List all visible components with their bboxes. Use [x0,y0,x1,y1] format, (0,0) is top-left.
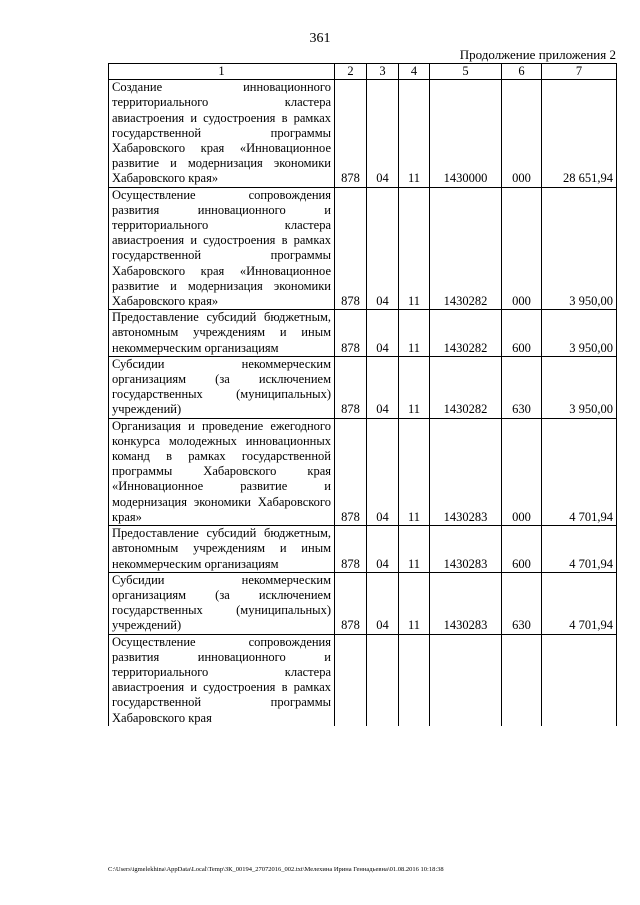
row-subsection-code: 11 [399,526,430,573]
footer-file-path: C:\Users\igmelekhina\AppData\Local\Temp\ЗК_00194_27072016_002.txt\Мелехина Ирина Геннадьевна\01.08.2016 10:18:38 [108,866,444,873]
table-row [109,356,617,418]
header-col-6: 6 [502,64,542,80]
row-expense-type: 000 [502,418,542,525]
row-section-code: 04 [367,356,399,418]
header-col-1: 1 [109,64,335,80]
row-amount: 3 950,00 [542,187,617,310]
row-amount: 28 651,94 [542,80,617,187]
row-expense-type [502,634,542,726]
page-number: 361 [309,31,331,46]
budget-table [108,63,617,726]
continuation-label: Продолжение приложения 2 [459,47,616,62]
row-target-code: 1430282 [430,187,502,310]
row-subsection-code: 11 [399,80,430,187]
table-row [109,526,617,573]
row-target-code: 1430282 [430,356,502,418]
header-col-4: 4 [399,64,430,80]
row-target-code: 1430283 [430,418,502,525]
table-row [109,187,617,310]
row-section-code: 04 [367,572,399,634]
row-section-code: 04 [367,187,399,310]
row-amount: 4 701,94 [542,418,617,525]
row-section-code: 04 [367,526,399,573]
row-section-code: 04 [367,418,399,525]
table-row [109,572,617,634]
row-subsection-code: 11 [399,356,430,418]
row-amount: 4 701,94 [542,526,617,573]
row-expense-type: 000 [502,80,542,187]
row-expense-type: 630 [502,356,542,418]
row-ministry-code: 878 [335,418,367,525]
row-section-code: 04 [367,310,399,357]
row-amount: 4 701,94 [542,572,617,634]
row-ministry-code: 878 [335,356,367,418]
table-row [109,418,617,525]
row-name: Создание инновационного территориального кластера авиастроения и судостроения в рамках государственной программы Хабаровского края «Инновационное развитие и модернизация экономики Хабаровского края» [109,80,335,187]
row-subsection-code: 11 [399,187,430,310]
row-amount: 3 950,00 [542,310,617,357]
row-amount: 3 950,00 [542,356,617,418]
header-col-2: 2 [335,64,367,80]
row-name: Субсидии некоммерческим организациям (за исключением государственных (муниципальных) учреждений) [109,356,335,418]
row-subsection-code: 11 [399,310,430,357]
row-ministry-code [335,634,367,726]
header-col-5: 5 [430,64,502,80]
row-name: Предоставление субсидий бюджетным, автономным учреждениям и иным некоммерческим организациям [109,526,335,573]
row-ministry-code: 878 [335,80,367,187]
row-name: Осуществление сопровождения развития инновационного и территориального кластера авиастроения и судостроения в рамках государственной программы Хабаровского края «Инновационное развитие и модернизация экономики Хабаровского края» [109,187,335,310]
row-target-code: 1430283 [430,526,502,573]
row-expense-type: 600 [502,526,542,573]
row-subsection-code [399,634,430,726]
row-target-code: 1430282 [430,310,502,357]
row-ministry-code: 878 [335,572,367,634]
row-section-code [367,634,399,726]
row-subsection-code: 11 [399,572,430,634]
table-row [109,80,617,187]
row-name: Предоставление субсидий бюджетным, автономным учреждениям и иным некоммерческим организациям [109,310,335,357]
table-row [109,310,617,357]
row-ministry-code: 878 [335,526,367,573]
header-col-7: 7 [542,64,617,80]
row-name: Субсидии некоммерческим организациям (за исключением государственных (муниципальных) учреждений) [109,572,335,634]
row-ministry-code: 878 [335,310,367,357]
row-name: Осуществление сопровождения развития инновационного и территориального кластера авиастроения и судостроения в рамках государственной программы Хабаровского края [109,634,335,726]
row-target-code: 1430000 [430,80,502,187]
row-ministry-code: 878 [335,187,367,310]
header-col-3: 3 [367,64,399,80]
row-target-code [430,634,502,726]
row-expense-type: 000 [502,187,542,310]
row-expense-type: 600 [502,310,542,357]
row-section-code: 04 [367,80,399,187]
header-row [109,64,617,80]
row-expense-type: 630 [502,572,542,634]
row-subsection-code: 11 [399,418,430,525]
table-row [109,634,617,726]
row-name: Организация и проведение ежегодного конкурса молодежных инновационных команд в рамках государственной программы Хабаровского края «Инновационное развитие и модернизация экономики Хабаровского края» [109,418,335,525]
row-target-code: 1430283 [430,572,502,634]
row-amount [542,634,617,726]
